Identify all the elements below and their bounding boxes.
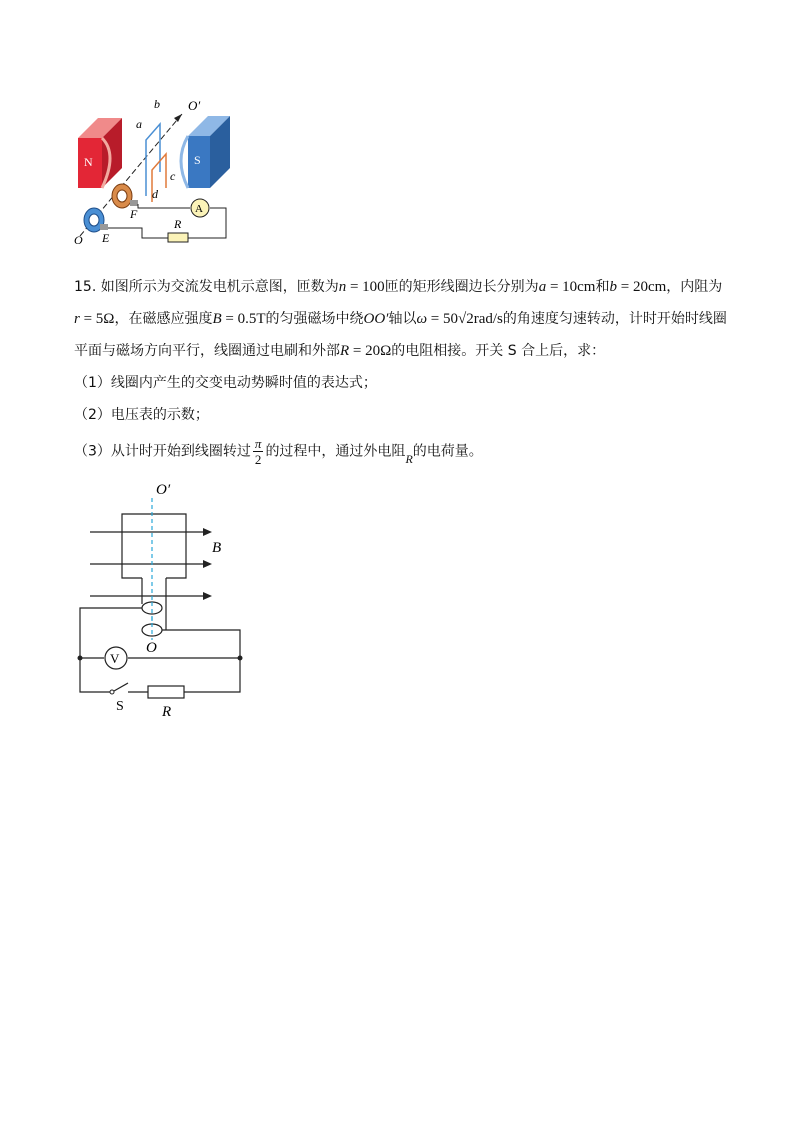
eq-R: = 20Ω: [349, 343, 392, 359]
eq-a: = 10cm: [546, 279, 596, 295]
text-segment: ，在磁感应强度: [114, 311, 213, 327]
label-O-prime-2: O′: [156, 482, 171, 498]
sub-question-3: [74, 436, 483, 467]
eq-b: = 20cm: [616, 279, 667, 295]
voltmeter-label: V: [110, 651, 120, 666]
coil-left: [146, 124, 160, 196]
label-S: S: [116, 699, 124, 714]
sub-question-2: [74, 405, 209, 425]
fraction-pi-over-2: [253, 436, 264, 467]
circuit-figure: [72, 480, 252, 720]
resistor-R-2: [148, 686, 184, 698]
ammeter-label: A: [195, 203, 203, 215]
text-segment: （3）从计时开始到线圈转过: [74, 443, 251, 460]
resistor-R-1: [168, 233, 188, 242]
label-R-2: R: [162, 704, 172, 720]
text-segment: 如图所示为交流发电机示意图，匝数为: [100, 279, 339, 295]
label-b: b: [154, 97, 160, 111]
label-B: B: [212, 540, 222, 556]
var-B: B: [212, 311, 222, 327]
text-segment: 的过程中，通过外电阻: [265, 443, 406, 460]
label-d: d: [152, 187, 158, 201]
label-O-2: O: [146, 640, 157, 656]
label-F: F: [130, 207, 138, 221]
var-axis: OO′: [363, 311, 389, 327]
south-label: S: [194, 153, 201, 167]
var-omega: ω: [416, 311, 428, 327]
question-number: 15.: [74, 279, 97, 295]
question-line-3: [74, 341, 605, 361]
north-magnet: [78, 118, 122, 188]
text-segment: 的电阻相接。开关 S 合上后，求：: [391, 343, 606, 359]
question-line-1: [74, 277, 722, 297]
label-a: a: [136, 117, 142, 131]
text-segment: ，内阻为: [666, 279, 723, 295]
var-R: R: [340, 343, 350, 359]
magnetic-field-lines: [90, 532, 208, 596]
eq-r: = 5Ω: [79, 311, 115, 327]
sub-question-1-text: （1）线圈内产生的交变电动势瞬时值的表达式；: [74, 375, 377, 391]
sub-question-1: [74, 373, 377, 393]
north-label: N: [84, 155, 93, 169]
label-O-prime: O′: [188, 98, 201, 113]
text-segment: 的角速度匀速转动，计时开始时线圈: [502, 311, 727, 327]
eq-n: = 100: [346, 279, 385, 295]
fraction-denominator: 2: [254, 452, 262, 467]
var-a: a: [538, 279, 547, 295]
sub-question-2-text: （2）电压表的示数；: [74, 407, 209, 423]
south-magnet: [181, 116, 230, 188]
generator-figure: [70, 96, 240, 248]
text-segment: 的电荷量。: [412, 443, 483, 460]
eq-B: = 0.5T: [221, 311, 266, 327]
switch-S: [110, 690, 114, 694]
fraction-numerator: π: [254, 436, 262, 451]
label-c: c: [170, 169, 176, 183]
coil-rectangle: [122, 514, 186, 578]
text-segment: 匝的矩形线圈边长分别为: [384, 279, 539, 295]
var-n: n: [338, 279, 347, 295]
question-line-2: [74, 309, 727, 329]
text-segment: 平面与磁场方向平行，线圈通过电刷和外部: [74, 343, 340, 359]
eq-omega: = 50√2rad/s: [427, 311, 503, 327]
var-r: r: [74, 311, 80, 327]
label-O-1: O: [74, 233, 83, 247]
text-segment: 轴以: [388, 311, 417, 327]
var-R-sub: R: [405, 451, 413, 466]
var-b: b: [609, 279, 617, 295]
text-segment: 的匀强磁场中绕: [265, 311, 364, 327]
text-segment: 和: [595, 279, 610, 295]
label-E: E: [102, 231, 110, 245]
label-R-1: R: [174, 217, 182, 231]
